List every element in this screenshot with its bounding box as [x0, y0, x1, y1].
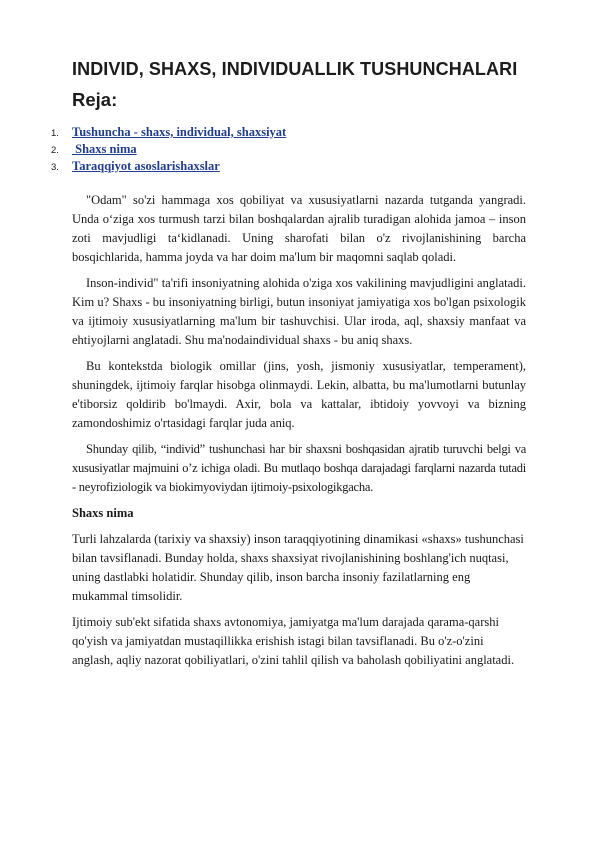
plan-item — [51, 124, 526, 141]
paragraph: Shunday qilib, “individ” tushunchasi har bir shaxsni boshqasidan ajratib turuvchi belgi va xususiyatlar majmuini o’z ichiga oladi. Bu mutlaqo boshqa darajadagi farqlarni nazarda tutadi - neyrofiziologik va biokimyoviydan ijtimoiy-psixologikgacha. — [72, 442, 526, 494]
paragraph: Bu kontekstda biologik omillar (jins, yosh, jismoniy xususiyatlar, temperament), shuningdek, ijtimoiy farqlar hisobga olinmaydi. Lekin, albatta, bu ma'lumotlarni butunlay e'tiborsiz qoldirib bo'lmaydi. Axir, bola va kattalar, ibtidoiy yovvoyi va bizning zamondoshimiz o'rtasidagi farqlar juda aniq. — [72, 359, 526, 430]
plan-item-number: 1. — [51, 128, 59, 139]
section-subheading: Shaxs nima — [72, 506, 134, 520]
paragraph: Turli lahzalarda (tarixiy va shaxsiy) inson taraqqiyotining dinamikasi «shaxs» tushunchasi bilan tavsiflanadi. Bunday holda, shaxs shaxsiyat rivojlanishining boshlang'ich nuqtasi, uning dastlabki holatidir. Shunday qilib, inson barcha insoniy fazilatlarning eng mukammal timsolidir. — [72, 532, 524, 603]
paragraph: Ijtimoiy sub'ekt sifatida shaxs avtonomiya, jamiyatga ma'lum darajada qarama-qarshi qo'yish va jamiyatdan mustaqillikka erishish istagi bilan tavsiflanadi. Bu o'z-o'zini anglash, aqliy nazorat qobiliyatlari, o'zini tahlil qilish va baholash qobiliyatini anglatadi. — [72, 615, 515, 667]
plan-item — [51, 158, 526, 175]
plan-link-taraqqiyot[interactable]: Taraqqiyot asoslarishaxslar — [72, 159, 220, 173]
plan-link-tushuncha[interactable]: Tushuncha - shaxs, individual, shaxsiyat — [72, 125, 287, 139]
document-body — [51, 58, 526, 677]
plan-item — [51, 141, 526, 158]
plan-list — [51, 124, 526, 175]
plan-item-number: 2. — [51, 145, 59, 156]
main-text — [72, 191, 526, 670]
plan-item-number: 3. — [51, 162, 59, 173]
paragraph: "Odam" so'zi hammaga xos qobiliyat va xususiyatlarni nazarda tutganda yangradi. Unda o‘ziga xos turmush tarzi bilan boshqalardan ajralib turadigan alohida jamoa – inson zoti mavjudligi ta‘kidlanadi. Uning sharofati bilan o'z rivojlanishining barcha bosqichlarida, hamma joyda va har doim ma'lum bir maqomni saqlab qoladi. — [72, 193, 526, 264]
plan-heading: Reja: — [72, 89, 118, 110]
paragraph: Inson-individ" ta'rifi insoniyatning alohida o'ziga xos vakilining mavjudligini anglatadi. Kim u? Shaxs - bu insoniyatning birligi, butun insoniyat jamiyatiga xos bo'lgan psixologik va ijtimoiy xususiyatlarning ma'lum bir tashuvchisi. Ular iroda, aql, shaxsiy manfaat va ehtiyojlarni anglatadi. Shu ma'nodaindividual shaxs - bu aniq shaxs. — [72, 276, 526, 347]
document-title: INDIVID, SHAXS, INDIVIDUALLIK TUSHUNCHALARI — [72, 59, 518, 79]
plan-link-shaxs-nima[interactable]: Shaxs nima — [72, 142, 137, 156]
